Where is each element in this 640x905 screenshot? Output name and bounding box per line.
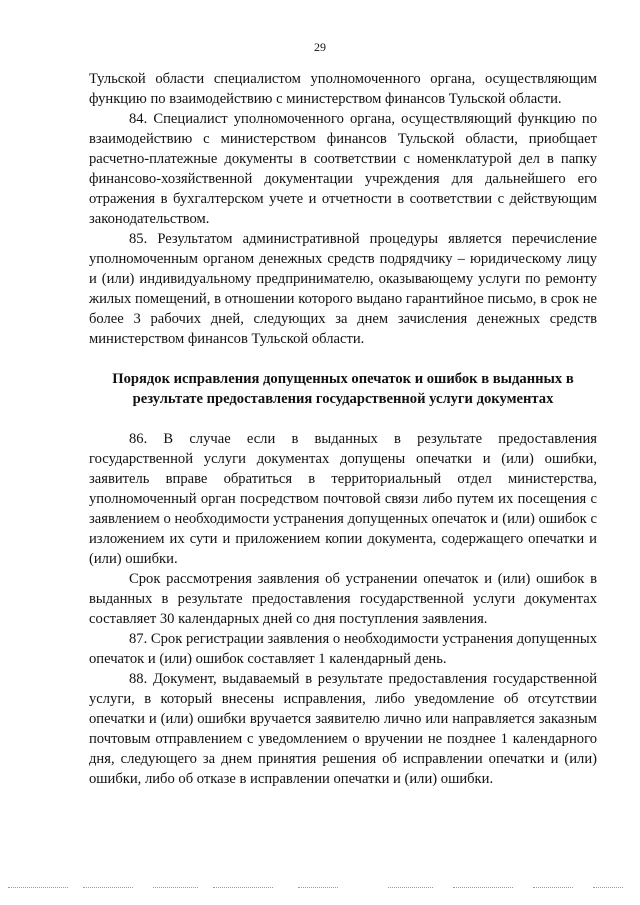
paragraph-86-term: Срок рассмотрения заявления об устранении опечаток и (или) ошибок в выданных в результате предоставления государственной услуги документах составляет 30 календарных дней со дня поступления заявления.: [89, 571, 597, 627]
paragraph-84: 84. Специалист уполномоченного органа, осуществляющий функцию по взаимодействию с министерством финансов Тульской области, приобщает расчетно-платежные документы в соответствии с номенклатурой дел в папку финансово-хозяйственной документации учреждения для дальнейшего его отражения в бухгалтерском учете и отчетности в соответствии с действующим законодательством.: [89, 111, 597, 227]
paragraph-86: 86. В случае если в выданных в результате предоставления государственной услуги документах допущены опечатки и (или) ошибки, заявитель вправе обратиться в территориальный отдел министерства, уполномоченный орган посредством почтовой связи либо путем их посещения с заявлением о необходимости устранения допущенных опечаток и (или) ошибок с изложением их сути и приложением копии документа, содержащего опечатки и (или) ошибки.: [89, 431, 597, 567]
section-heading: Порядок исправления допущенных опечаток и ошибок в выданных в результате предоставления государственной услуги документах: [112, 371, 574, 407]
paragraph-87: 87. Срок регистрации заявления о необходимости устранения допущенных опечаток и (или) ошибок составляет 1 календарный день.: [89, 631, 597, 667]
paragraph-85: 85. Результатом административной процедуры является перечисление уполномоченным органом денежных средств подрядчику – юридическому лицу и (или) индивидуальному предпринимателю, оказывающему услуги по ремонту жилых помещений, в отношении которого выдано гарантийное письмо, в срок не более 3 рабочих дней, следующих за днем зачисления денежных средств министерством финансов Тульской области.: [89, 231, 597, 347]
paragraph-continuation: Тульской области специалистом уполномоченного органа, осуществляющим функцию по взаимодействию с министерством финансов Тульской области.: [89, 71, 597, 107]
paragraph-88: 88. Документ, выдаваемый в результате предоставления государственной услуги, в который внесены исправления, либо уведомление об отсутствии опечатки и (или) ошибки вручается заявителю лично или направляется заказным почтовым отправлением с уведомлением о вручении не позднее 1 календарного дня, следующего за днем принятия решения об исправлении опечатки и (или) ошибки, либо об отказе в исправлении опечатки и (или) ошибки.: [89, 671, 597, 787]
page-number: 29: [314, 40, 326, 54]
scan-edge-marks: [8, 887, 628, 891]
document-body: [89, 69, 597, 789]
